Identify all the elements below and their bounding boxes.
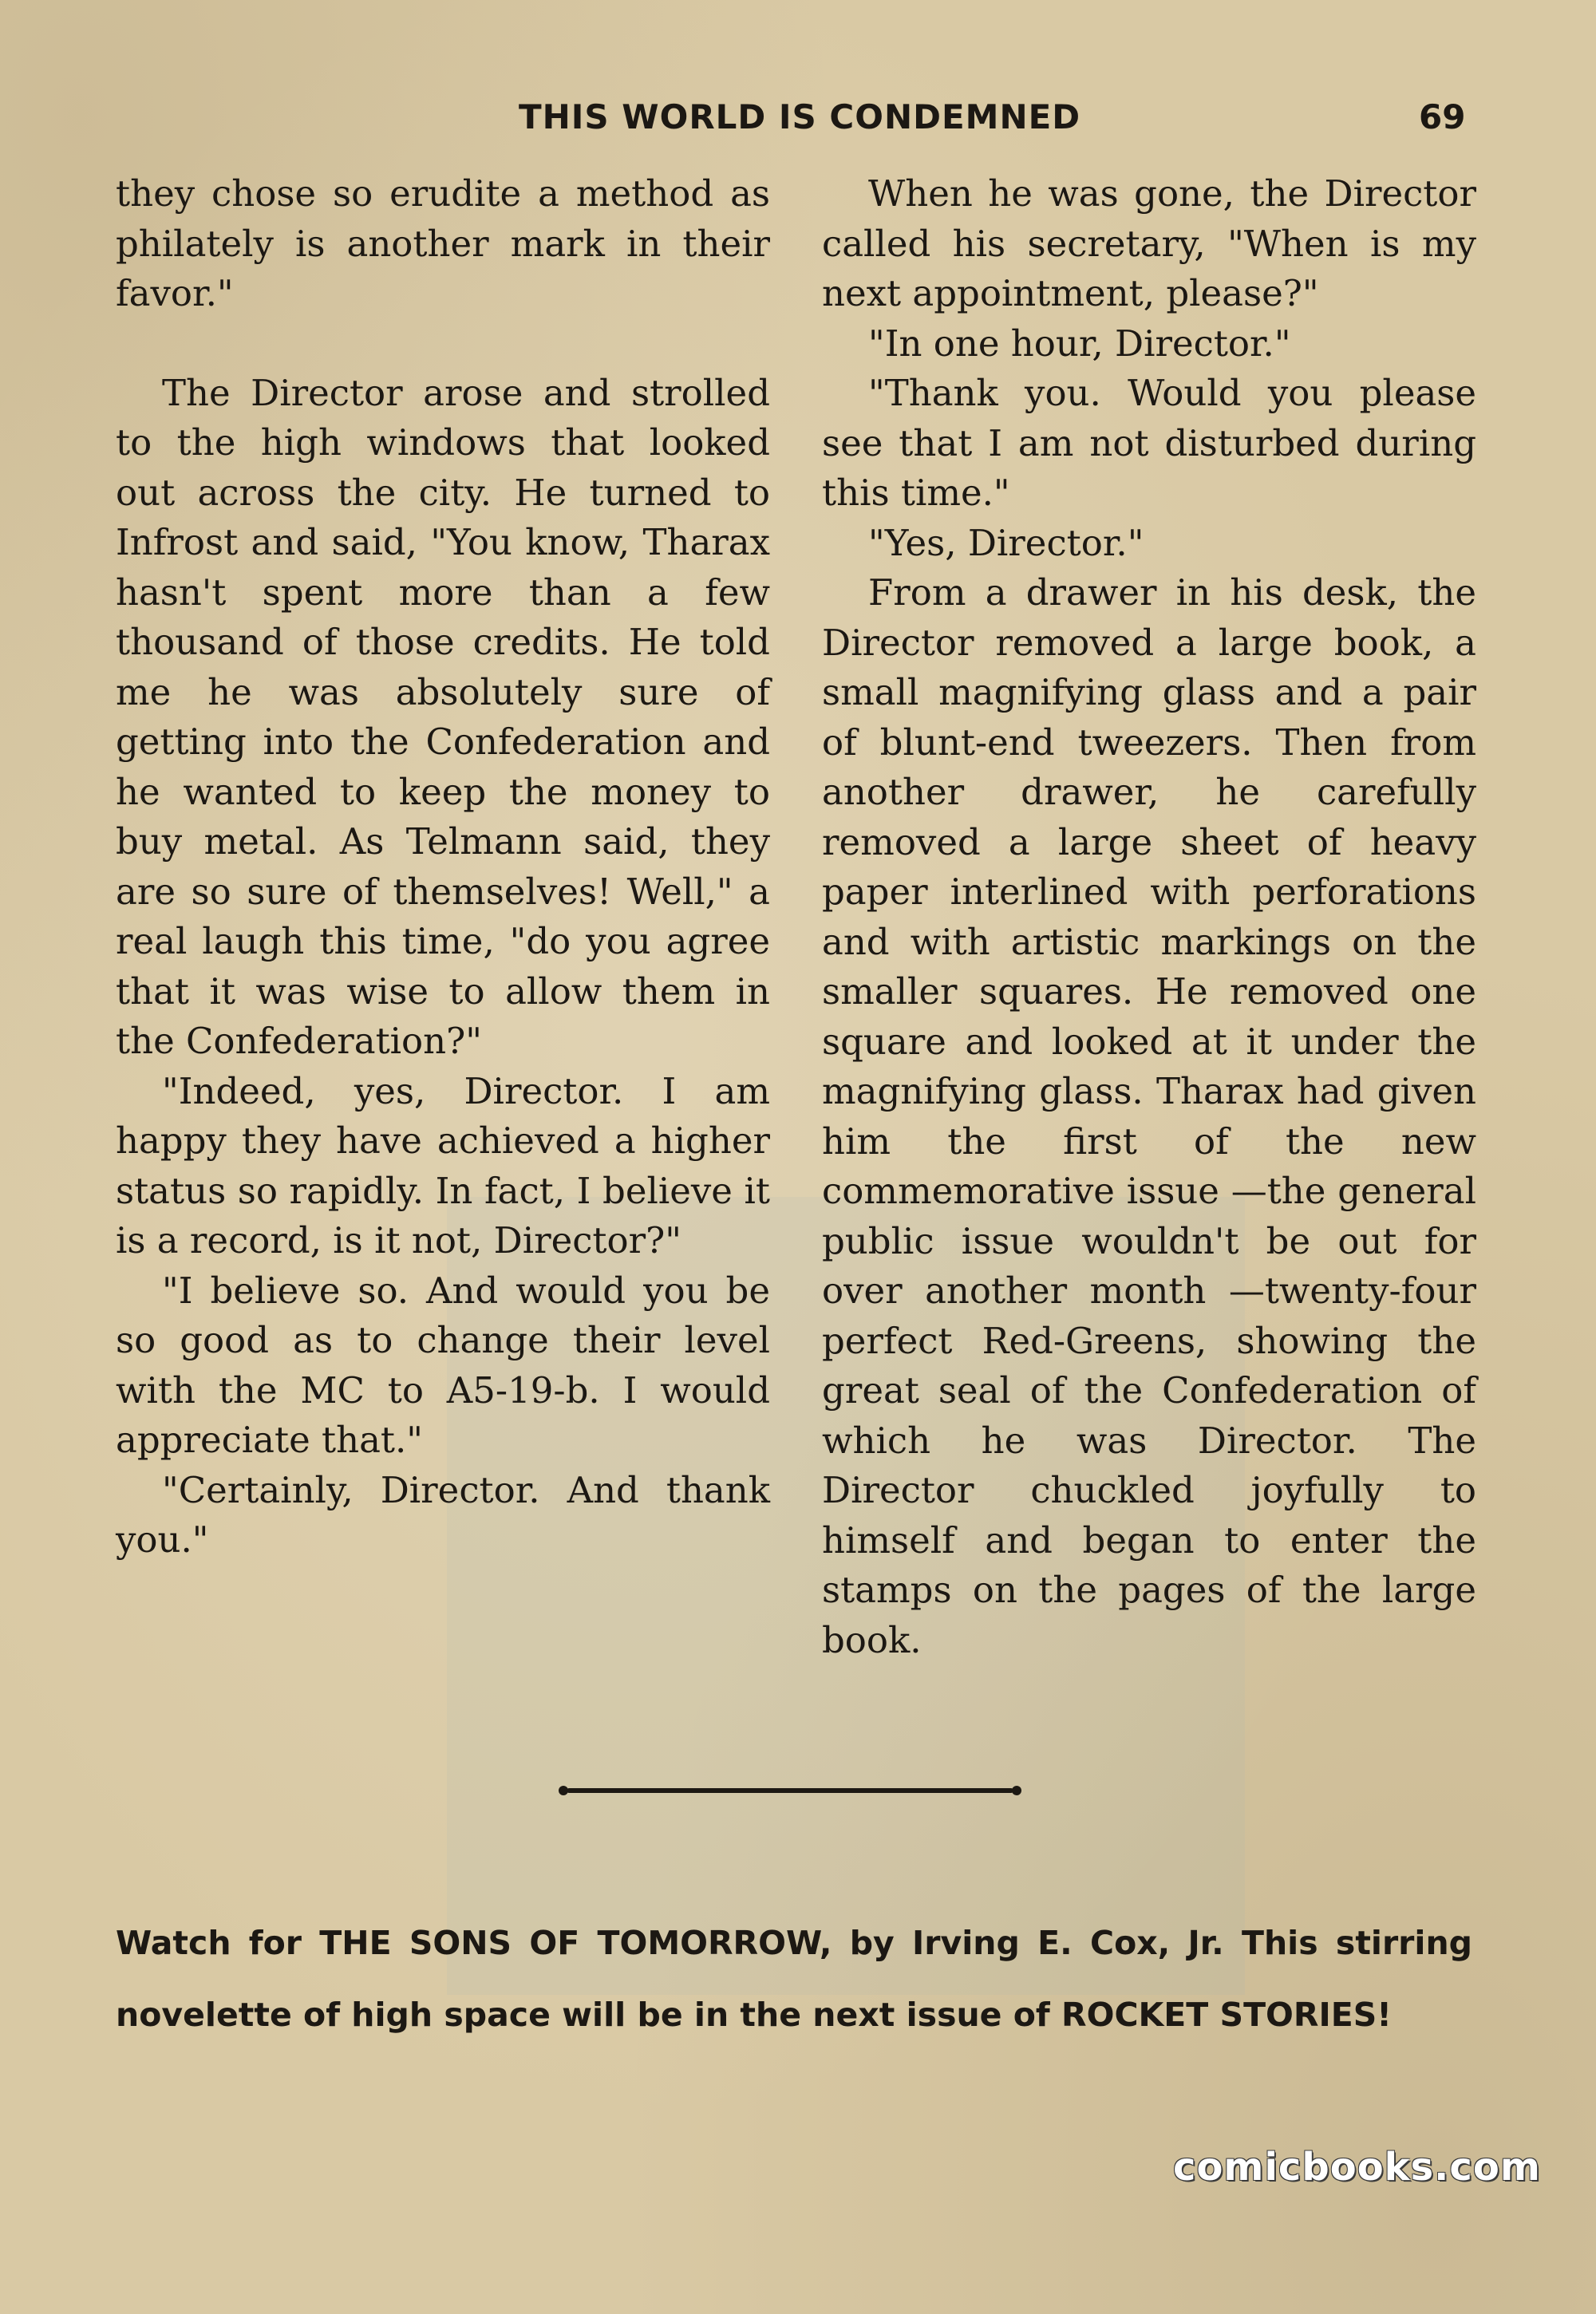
divider-end-dot: [1012, 1786, 1021, 1795]
next-issue-announcement: Watch for THE SONS OF TOMORROW, by Irving E. Cox, Jr. This stirring novelette of high space will be in the next issue of ROCKET STORIES!: [116, 1924, 1472, 2034]
left-column: [116, 169, 770, 1566]
paragraph: "In one hour, Director.": [868, 322, 1291, 365]
running-head: [0, 97, 1596, 145]
section-divider: [559, 1786, 1021, 1795]
paragraph: "Yes, Director.": [868, 521, 1144, 564]
paragraph: From a drawer in his desk, the Director removed a large book, a small magnifying glass and a pair of blunt-end tweezers. Then from another drawer, he carefully removed a large sheet of heavy paper interlined with perforations and with artistic markings on the smaller squares. He removed one square and looked at it under the magnifying glass. Tharax had given him the first of the new commemorative issue —the general public issue wouldn't be out for over another month —twenty-four perfect Red-Greens, showing the great seal of the Confederation of which he was Director. The Director chuckled joyfully to himself and began to enter the stamps on the pages of the large book.: [822, 571, 1476, 1661]
paragraph: "Indeed, yes, Director. I am happy they have achieved a higher status so rapidly. In fact, I believe it is a record, is it not, Director?": [116, 1069, 770, 1262]
paragraph: "I believe so. And would you be so good as to change their level with the MC to A5-19-b. I would appreciate that.": [116, 1269, 770, 1461]
paragraph: "Certainly, Director. And thank you.": [116, 1468, 770, 1561]
paragraph: The Director arose and strolled to the high windows that looked out across the city. He turned to Infrost and said, "You know, Tharax hasn't spent more than a few thousand of those credits. He told me he was absolutely sure of getting into the Confederation and he wanted to keep the money to buy metal. As Telmann said, they are so sure of themselves! Well," a real laugh this time, "do you agree that it was wise to allow them in the Confederation?": [116, 371, 770, 1062]
site-watermark: comicbooks.com: [1173, 2145, 1541, 2190]
running-title: THIS WORLD IS CONDEMNED: [519, 97, 1081, 136]
divider-rule: [567, 1788, 1013, 1793]
paragraph: "Thank you. Would you please see that I am not disturbed during this time.": [822, 372, 1476, 514]
paragraph: they chose so erudite a method as philately is another mark in their favor.": [116, 172, 770, 314]
right-column: [822, 169, 1476, 1665]
page-number: 69: [1419, 97, 1466, 136]
paragraph: When he was gone, the Director called his secretary, "When is my next appointment, please?": [822, 172, 1476, 314]
